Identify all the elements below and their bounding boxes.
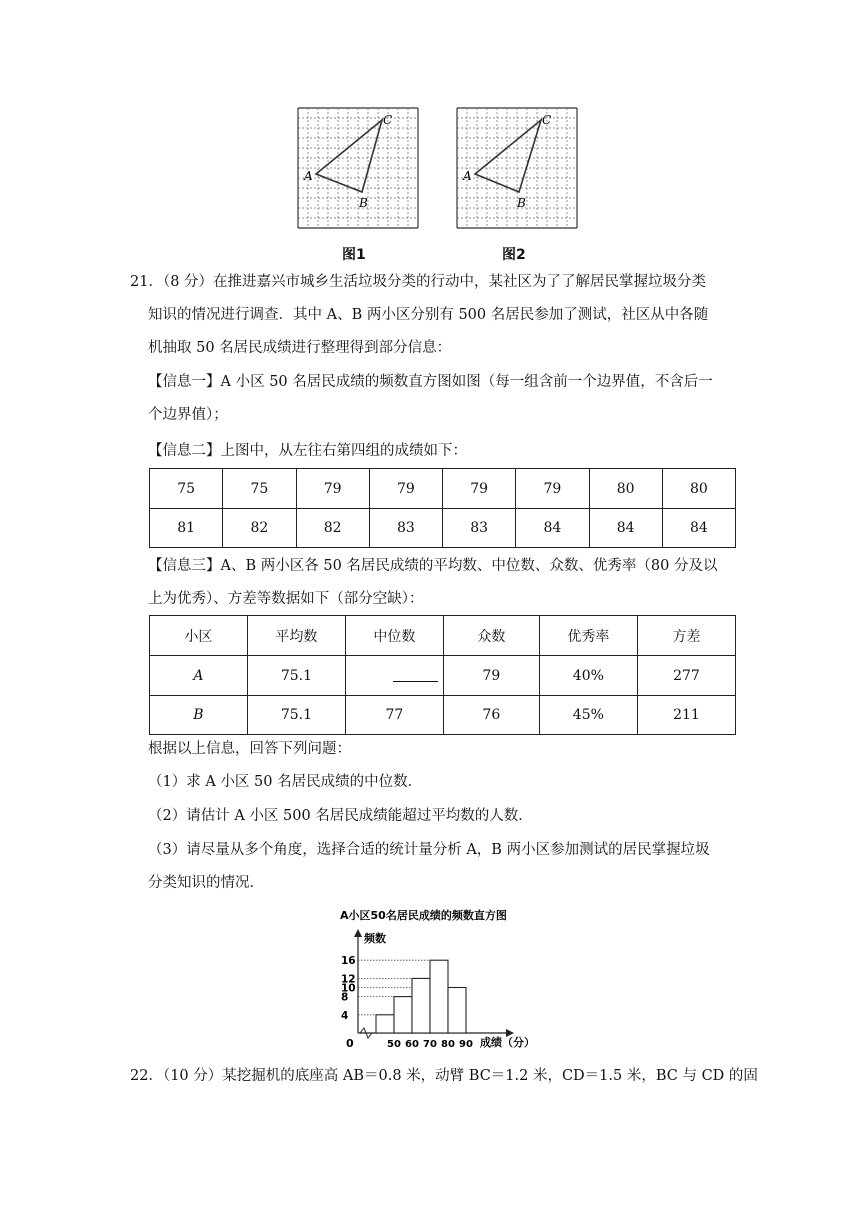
histogram-bar [376,1015,394,1033]
q21-line-1: 21．（8 分）在推进嘉兴市城乡生活垃圾分类的行动中，某社区为了了解居民掌握垃圾分类 [130,274,707,290]
q21-sub-2: （2）请估计 A 小区 500 名居民成绩能超过平均数的人数． [148,808,533,824]
stats-cell: 45% [539,696,637,735]
q21-sub-1: （1）求 A 小区 50 名居民成绩的中位数． [148,774,423,790]
score-cell: 83 [443,509,516,548]
q21-sub-3-line-2: 分类知识的情况． [148,875,264,891]
histogram-chart [330,905,555,1055]
score-cell: 82 [223,509,296,548]
stats-header: 方差 [637,616,735,656]
score-cell: 79 [443,469,516,509]
score-cell: 84 [516,509,589,548]
fig1-label-b: B [359,196,368,210]
score-cell: 83 [369,509,442,548]
histogram-bar [430,960,448,1033]
info3-line-1: 【信息三】A、B 两小区各 50 名居民成绩的平均数、中位数、众数、优秀率（80 分及以 [148,558,718,574]
score-cell: 79 [296,469,369,509]
y-tick-label: 10 [341,982,356,995]
info1-line-1: 【信息一】A 小区 50 名居民成绩的频数直方图如图（每一组含前一个边界值，不含后一 [148,374,713,390]
score-cell: 84 [662,509,735,548]
histogram-bar [448,988,466,1034]
y-axis-label: 频数 [364,932,386,945]
stats-header: 中位数 [345,616,443,656]
stats-header: 平均数 [247,616,345,656]
score-cell: 80 [589,469,662,509]
figure-1-caption: 图1 [342,247,366,263]
stats-header: 优秀率 [539,616,637,656]
figure-1-grid [296,106,420,236]
figure-2-caption: 图2 [502,247,526,263]
fig2-label-c: C [542,113,552,127]
stats-header: 小区 [150,616,248,656]
stats-cell: B [150,696,248,735]
score-cell: 79 [369,469,442,509]
score-cell: 82 [296,509,369,548]
score-cell: 79 [516,469,589,509]
chart-title: A小区50名居民成绩的频数直方图 [340,909,507,922]
stats-cell: 79 [443,656,539,696]
info2-score-table [149,468,736,548]
score-cell: 84 [589,509,662,548]
stats-cell: 75.1 [247,696,345,735]
y-tick-label: 16 [341,955,356,968]
histogram-bar [412,978,430,1033]
stats-cell: 75.1 [247,656,345,696]
stats-cell: A [150,656,248,696]
score-cell: 81 [150,509,223,548]
median-blank [345,656,443,696]
q21-line-3: 机抽取 50 名居民成绩进行整理得到部分信息： [148,340,452,356]
y-tick-label: 4 [341,1009,349,1022]
figure-2-grid [455,106,579,236]
stats-cell: 40% [539,656,637,696]
stats-cell: 76 [443,696,539,735]
q21-sub-3-line-1: （3）请尽量从多个角度，选择合适的统计量分析 A，B 两小区参加测试的居民掌握垃圾 [148,842,710,858]
x-axis-label: 成绩（分） [480,1036,535,1049]
q21-line-2: 知识的情况进行调查．其中 A、B 两小区分别有 500 名居民参加了测试，社区从中各随 [148,307,709,323]
info1-line-2: 个边界值）； [148,407,228,423]
stats-cell: 77 [345,696,443,735]
info2-text: 【信息二】上图中，从左往右第四组的成绩如下： [148,443,467,459]
histogram-bar [394,997,412,1033]
fig2-label-a: A [463,169,472,183]
stats-header: 众数 [443,616,539,656]
score-cell: 75 [223,469,296,509]
info3-line-2: 上为优秀）、方差等数据如下（部分空缺）： [148,591,424,607]
stats-cell: 277 [637,656,735,696]
score-cell: 75 [150,469,223,509]
x-tick-label: 90 [459,1039,473,1050]
q22-line-1: 22．（10 分）某挖掘机的底座高 AB＝0.8 米，动臂 BC＝1.2 米，CD＝1.5 米，BC 与 CD 的固 [130,1068,758,1084]
y-tick-label: 8 [341,991,349,1004]
stats-cell: 211 [637,696,735,735]
y-tick-label: 12 [341,973,356,986]
q21-prompt: 根据以上信息，回答下列问题： [148,741,351,757]
fig2-label-b: B [517,196,526,210]
stats-table [149,615,736,735]
fig1-label-c: C [383,113,393,127]
x-tick-label: 60 [405,1039,419,1050]
origin-label: 0 [346,1037,354,1050]
x-tick-label: 70 [423,1039,437,1050]
blank-underline [393,681,438,682]
fig1-label-a: A [304,169,313,183]
score-cell: 80 [662,469,735,509]
x-tick-label: 80 [441,1039,455,1050]
x-tick-label: 50 [387,1039,401,1050]
